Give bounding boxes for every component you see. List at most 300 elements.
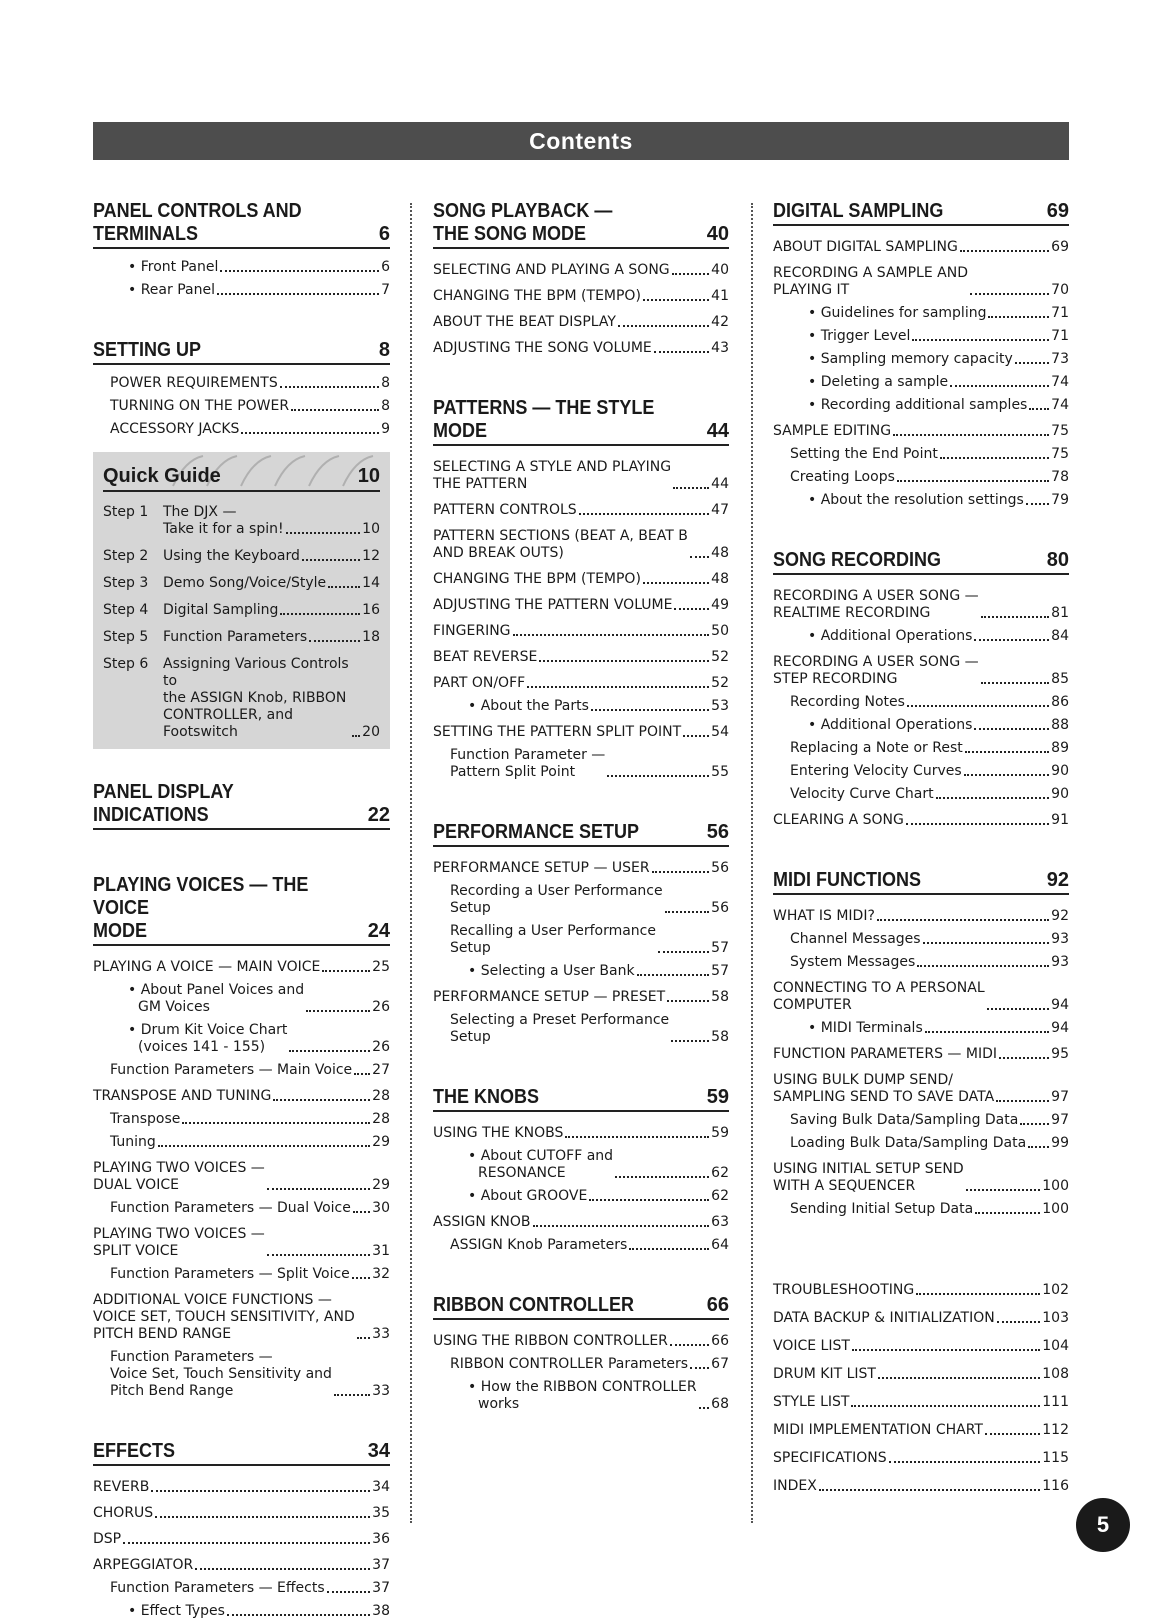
toc-entry-page: 42 <box>711 314 729 330</box>
toc-entry-title: CHORUS <box>93 1505 154 1521</box>
toc-entry[interactable] <box>93 1088 390 1105</box>
section-title: PANEL CONTROLS AND TERMINALS <box>93 200 302 245</box>
toc-entry-page: 57 <box>711 963 729 979</box>
toc-entry-title: ADJUSTING THE PATTERN VOLUME <box>433 597 673 613</box>
toc-entry-page: 33 <box>372 1383 390 1399</box>
toc-entry-page: 40 <box>711 262 729 278</box>
toc-entry-page: 35 <box>372 1505 390 1521</box>
toc-entry-title: Velocity Curve Chart <box>790 786 934 802</box>
step-page-number: 12 <box>362 548 380 564</box>
dot-leader <box>950 385 1049 387</box>
dot-leader <box>970 293 1049 295</box>
toc-entry-title: Sending Initial Setup Data <box>790 1201 974 1217</box>
dot-leader <box>974 728 1049 730</box>
toc-entry-title: • Rear Panel <box>128 282 215 298</box>
toc-entry-page: 97 <box>1051 1089 1069 1105</box>
toc-entry[interactable] <box>93 1022 390 1056</box>
toc-entry-title: ABOUT THE BEAT DISPLAY <box>433 314 616 330</box>
section-page-number: 80 <box>1046 549 1069 571</box>
toc-entry[interactable] <box>93 1160 390 1194</box>
toc-entry-title: Replacing a Note or Rest <box>790 740 963 756</box>
dot-leader <box>289 1050 370 1052</box>
toc-entry-page: 85 <box>1051 671 1069 687</box>
toc-entry[interactable] <box>93 282 390 299</box>
dot-leader <box>643 299 709 301</box>
toc-entry[interactable] <box>433 1379 729 1413</box>
toc-entry-title: ADJUSTING THE SONG VOLUME <box>433 340 652 356</box>
toc-entry[interactable] <box>773 980 1069 1014</box>
dot-leader <box>291 409 379 411</box>
dot-leader <box>988 316 1049 318</box>
section-page-number: 8 <box>378 339 390 361</box>
dot-leader <box>674 608 709 610</box>
toc-entry[interactable] <box>433 571 729 588</box>
step-label: Step 1 <box>103 504 149 520</box>
toc-entry[interactable] <box>773 763 1069 780</box>
toc-entry-title: Recalling a User Performance Setup <box>450 923 656 956</box>
toc-entry[interactable] <box>433 459 729 493</box>
toc-entry-page: 34 <box>372 1479 390 1495</box>
toc-entry[interactable] <box>433 262 729 279</box>
toc-entry[interactable] <box>773 1112 1069 1129</box>
toc-entry[interactable] <box>433 340 729 357</box>
section-title: PERFORMANCE SETUP <box>433 821 640 843</box>
toc-entry-page: 37 <box>372 1580 390 1596</box>
toc-entry-title: • Sampling memory capacity <box>808 351 1013 367</box>
toc-entry[interactable] <box>93 1266 390 1283</box>
section-page-number: 69 <box>1046 200 1069 222</box>
dot-leader <box>672 273 710 275</box>
toc-entry[interactable] <box>433 923 729 957</box>
toc-entry[interactable] <box>93 398 390 415</box>
toc-entry-title: ACCESSORY JACKS <box>110 421 240 437</box>
toc-entry[interactable] <box>93 1557 390 1574</box>
toc-entry[interactable] <box>93 1531 390 1548</box>
toc-entry-title: Function Parameter — Pattern Split Point <box>450 747 606 780</box>
toc-entry[interactable] <box>773 1422 1069 1439</box>
toc-entry-page: 103 <box>1042 1310 1069 1326</box>
dot-leader <box>615 1176 709 1178</box>
toc-entry-page: 93 <box>1051 954 1069 970</box>
section-heading[interactable] <box>93 1440 390 1466</box>
toc-entry[interactable] <box>433 1188 729 1205</box>
toc-entry[interactable] <box>773 1046 1069 1063</box>
toc-entry[interactable] <box>93 1200 390 1217</box>
toc-entry[interactable] <box>433 724 729 741</box>
dot-leader <box>309 640 360 642</box>
toc-entry-title: Function Parameters — Effects <box>110 1580 325 1596</box>
toc-entry-title: System Messages <box>790 954 916 970</box>
quick-guide-step[interactable] <box>103 548 380 565</box>
toc-entry-page: 52 <box>711 649 729 665</box>
step-page-number: 14 <box>362 575 380 591</box>
dot-leader <box>996 1100 1049 1102</box>
step-body <box>163 629 380 646</box>
dot-leader <box>893 434 1049 436</box>
toc-entry-page: 100 <box>1042 1201 1069 1217</box>
toc-entry-page: 68 <box>711 1396 729 1412</box>
quick-guide-step[interactable] <box>103 656 380 741</box>
toc-entry-title: SELECTING AND PLAYING A SONG <box>433 262 670 278</box>
toc-entry[interactable] <box>433 1333 729 1350</box>
section-heading[interactable] <box>773 549 1069 575</box>
section-page-number: 66 <box>706 1294 729 1316</box>
toc-entry[interactable] <box>433 528 729 562</box>
column-separator <box>410 203 412 1523</box>
toc-entry-page: 41 <box>711 288 729 304</box>
quick-guide-step[interactable] <box>103 575 380 592</box>
dot-leader <box>353 1211 370 1213</box>
toc-entry-title: • About CUTOFF and RESONANCE <box>468 1148 614 1181</box>
dot-leader <box>158 1145 370 1147</box>
step-title: Demo Song/Voice/Style <box>163 575 327 591</box>
toc-entry-page: 56 <box>711 900 729 916</box>
toc-entry[interactable] <box>773 954 1069 971</box>
section-heading[interactable] <box>93 339 390 365</box>
section-page-number: 59 <box>706 1086 729 1108</box>
toc-entry-title: DATA BACKUP & INITIALIZATION <box>773 1310 995 1326</box>
toc-entry[interactable] <box>433 502 729 519</box>
toc-entry[interactable] <box>433 747 729 781</box>
dot-leader <box>1020 1123 1049 1125</box>
toc-entry[interactable] <box>773 931 1069 948</box>
toc-entry[interactable] <box>93 1479 390 1496</box>
toc-entry-page: 31 <box>372 1243 390 1259</box>
dot-leader <box>591 709 709 711</box>
toc-entry-title: Function Parameters — Split Voice <box>110 1266 350 1282</box>
toc-entry[interactable] <box>93 1062 390 1079</box>
toc-entry-page: 84 <box>1051 628 1069 644</box>
toc-entry[interactable] <box>433 963 729 980</box>
toc-entry[interactable] <box>93 1292 390 1343</box>
dot-leader <box>966 1189 1041 1191</box>
toc-entry-title: SELECTING A STYLE AND PLAYING THE PATTERN <box>433 459 672 492</box>
section-heading[interactable] <box>433 200 729 249</box>
section-heading[interactable] <box>93 781 390 830</box>
dot-leader <box>925 1031 1049 1033</box>
section-heading[interactable] <box>433 1294 729 1320</box>
toc-entry-title: • How the RIBBON CONTROLLER works <box>468 1379 697 1412</box>
dot-leader <box>241 432 379 434</box>
toc-entry[interactable] <box>773 1394 1069 1411</box>
toc-entry-page: 48 <box>711 571 729 587</box>
toc-entry[interactable] <box>773 1366 1069 1383</box>
dot-leader <box>357 1337 370 1339</box>
section-title: PANEL DISPLAY INDICATIONS <box>93 781 234 826</box>
toc-entry-page: 69 <box>1051 239 1069 255</box>
section-title: EFFECTS <box>93 1440 176 1462</box>
dot-leader <box>302 559 360 561</box>
toc-entry-page: 79 <box>1051 492 1069 508</box>
toc-entry-title: PART ON/OFF <box>433 675 526 691</box>
toc-entry-page: 67 <box>711 1356 729 1372</box>
toc-entry-page: 91 <box>1051 812 1069 828</box>
toc-entry[interactable] <box>93 1134 390 1151</box>
section-page-number: 6 <box>378 223 390 245</box>
quick-guide-header[interactable] <box>103 452 380 492</box>
toc-entry[interactable] <box>433 597 729 614</box>
toc-entry[interactable] <box>433 1214 729 1231</box>
toc-entry[interactable] <box>773 1282 1069 1299</box>
toc-entry[interactable] <box>773 694 1069 711</box>
toc-entry-page: 48 <box>711 545 729 561</box>
toc-entry[interactable] <box>433 698 729 715</box>
contents-banner: Contents <box>93 122 1069 160</box>
toc-entry-title: CHANGING THE BPM (TEMPO) <box>433 288 641 304</box>
toc-entry[interactable] <box>433 860 729 877</box>
dot-leader <box>327 1591 371 1593</box>
toc-entry-page: 78 <box>1051 469 1069 485</box>
step-label: Step 4 <box>103 602 149 618</box>
toc-entry-page: 26 <box>372 1039 390 1055</box>
toc-entry-title: FUNCTION PARAMETERS — MIDI <box>773 1046 997 1062</box>
toc-entry-title: • Additional Operations <box>808 628 973 644</box>
toc-entry[interactable] <box>773 351 1069 368</box>
toc-entry[interactable] <box>773 812 1069 829</box>
toc-entry-title: USING INITIAL SETUP SEND WITH A SEQUENCER <box>773 1161 964 1194</box>
toc-entry-title: Loading Bulk Data/Sampling Data <box>790 1135 1027 1151</box>
toc-entry-page: 49 <box>711 597 729 613</box>
toc-entry[interactable] <box>773 786 1069 803</box>
toc-entry-title: • MIDI Terminals <box>808 1020 923 1036</box>
toc-entry[interactable] <box>773 446 1069 463</box>
toc-entry[interactable] <box>773 1338 1069 1355</box>
toc-entry[interactable] <box>773 1310 1069 1327</box>
toc-column-2 <box>433 200 729 1413</box>
toc-entry-page: 6 <box>381 259 390 275</box>
toc-entry-page: 57 <box>711 940 729 956</box>
dot-leader <box>965 751 1049 753</box>
toc-entry[interactable] <box>93 1603 390 1620</box>
dot-leader <box>182 1122 370 1124</box>
section-heading[interactable] <box>93 874 390 946</box>
toc-entry-page: 74 <box>1051 397 1069 413</box>
toc-entry[interactable] <box>93 259 390 276</box>
toc-entry-page: 99 <box>1051 1135 1069 1151</box>
toc-entry-title: Function Parameters — Voice Set, Touch Sensitivity and Pitch Bend Range <box>110 1349 332 1399</box>
toc-entry[interactable] <box>433 1356 729 1373</box>
toc-entry[interactable] <box>773 397 1069 414</box>
section-heading[interactable] <box>433 1086 729 1112</box>
toc-entry[interactable] <box>773 1020 1069 1037</box>
step-label: Step 5 <box>103 629 149 645</box>
toc-entry[interactable] <box>93 1111 390 1128</box>
toc-entry-title: REVERB <box>93 1479 150 1495</box>
toc-entry-title: PLAYING A VOICE — MAIN VOICE <box>93 959 321 975</box>
dot-leader <box>819 1489 1040 1491</box>
toc-entry[interactable] <box>93 1580 390 1597</box>
dot-leader <box>999 1057 1049 1059</box>
toc-entry[interactable] <box>93 421 390 438</box>
toc-entry[interactable] <box>433 1125 729 1142</box>
section-title: PLAYING VOICES — THE VOICE MODE <box>93 874 309 942</box>
dot-leader <box>690 556 709 558</box>
toc-entry-title: Setting the End Point <box>790 446 938 462</box>
toc-entry-page: 38 <box>372 1603 390 1619</box>
section-heading[interactable] <box>773 869 1069 895</box>
dot-leader <box>960 250 1049 252</box>
dot-leader <box>852 1349 1040 1351</box>
toc-entry-title: • Selecting a User Bank <box>468 963 635 979</box>
section-heading[interactable] <box>93 200 390 249</box>
section-title: MIDI FUNCTIONS <box>773 869 921 891</box>
dot-leader <box>658 951 709 953</box>
toc-entry[interactable] <box>773 469 1069 486</box>
toc-entry-title: SPECIFICATIONS <box>773 1450 887 1466</box>
toc-entry-title: USING THE RIBBON CONTROLLER <box>433 1333 668 1349</box>
dot-leader <box>670 1344 709 1346</box>
toc-entry[interactable] <box>773 1072 1069 1106</box>
toc-entry[interactable] <box>93 982 390 1016</box>
toc-entry[interactable] <box>433 288 729 305</box>
step-body <box>163 656 380 741</box>
section-heading[interactable] <box>433 397 729 446</box>
toc-entry[interactable] <box>433 1148 729 1182</box>
toc-entry-title: • Drum Kit Voice Chart (voices 141 - 155) <box>128 1022 288 1055</box>
dot-leader <box>227 1614 370 1616</box>
quick-guide-step[interactable] <box>103 629 380 646</box>
toc-entry-page: 75 <box>1051 423 1069 439</box>
toc-entry-title: PATTERN CONTROLS <box>433 502 577 518</box>
toc-entry-title: Tuning <box>110 1134 156 1150</box>
toc-entry-page: 75 <box>1051 446 1069 462</box>
toc-entry-title: USING THE KNOBS <box>433 1125 564 1141</box>
toc-entry-page: 56 <box>711 860 729 876</box>
dot-leader <box>354 1073 370 1075</box>
toc-entry[interactable] <box>433 989 729 1006</box>
section-heading[interactable] <box>433 821 729 847</box>
toc-entry-title: Selecting a Preset Performance Setup <box>450 1012 670 1045</box>
quick-guide-step[interactable] <box>103 602 380 619</box>
dot-leader <box>513 634 710 636</box>
toc-entry-title: • Recording additional samples <box>808 397 1028 413</box>
toc-entry-page: 26 <box>372 999 390 1015</box>
toc-entry-page: 8 <box>381 375 390 391</box>
dot-leader <box>643 582 709 584</box>
quick-guide-step[interactable] <box>103 504 380 538</box>
toc-entry-page: 97 <box>1051 1112 1069 1128</box>
toc-entry[interactable] <box>773 328 1069 345</box>
toc-entry[interactable] <box>93 1226 390 1260</box>
dot-leader <box>974 639 1049 641</box>
toc-entry[interactable] <box>433 1237 729 1254</box>
toc-entry-page: 116 <box>1042 1478 1069 1494</box>
toc-entry-page: 92 <box>1051 908 1069 924</box>
toc-entry-page: 93 <box>1051 931 1069 947</box>
toc-entry[interactable] <box>773 908 1069 925</box>
toc-entry-page: 33 <box>372 1326 390 1342</box>
dot-leader <box>673 487 709 489</box>
toc-entry-page: 50 <box>711 623 729 639</box>
dot-leader <box>280 613 360 615</box>
toc-entry-page: 111 <box>1042 1394 1069 1410</box>
dot-leader <box>671 1040 709 1042</box>
toc-entry[interactable] <box>773 1450 1069 1467</box>
step-label: Step 3 <box>103 575 149 591</box>
toc-entry[interactable] <box>773 588 1069 622</box>
section-heading[interactable] <box>773 200 1069 226</box>
toc-entry[interactable] <box>773 305 1069 322</box>
toc-entry[interactable] <box>93 1505 390 1522</box>
dot-leader <box>940 457 1049 459</box>
toc-entry-title: • Front Panel <box>128 259 219 275</box>
toc-entry-page: 29 <box>372 1177 390 1193</box>
toc-entry-title: Entering Velocity Curves <box>790 763 962 779</box>
toc-entry-page: 95 <box>1051 1046 1069 1062</box>
step-title: Digital Sampling <box>163 602 279 618</box>
section-page-number: 56 <box>706 821 729 843</box>
toc-entry[interactable] <box>773 654 1069 688</box>
toc-entry-title: MIDI IMPLEMENTATION CHART <box>773 1422 983 1438</box>
toc-entry[interactable] <box>433 314 729 331</box>
toc-entry[interactable] <box>433 649 729 666</box>
toc-entry-title: ARPEGGIATOR <box>93 1557 194 1573</box>
toc-entry[interactable] <box>93 1349 390 1400</box>
toc-entry[interactable] <box>773 265 1069 299</box>
toc-entry-title: • Trigger Level <box>808 328 911 344</box>
toc-entry[interactable] <box>773 628 1069 645</box>
section-title: THE KNOBS <box>433 1086 540 1108</box>
toc-entry-title: • About Panel Voices and GM Voices <box>128 982 305 1015</box>
dot-leader <box>306 1010 370 1012</box>
toc-entry[interactable] <box>433 623 729 640</box>
toc-entry[interactable] <box>433 675 729 692</box>
toc-entry-page: 90 <box>1051 763 1069 779</box>
toc-entry-page: 100 <box>1042 1178 1069 1194</box>
toc-entry[interactable] <box>93 375 390 392</box>
toc-entry[interactable] <box>773 374 1069 391</box>
toc-entry-title: Function Parameters — Dual Voice <box>110 1200 351 1216</box>
toc-entry[interactable] <box>433 883 729 917</box>
dot-leader <box>123 1542 370 1544</box>
toc-entry[interactable] <box>773 1135 1069 1152</box>
toc-entry-page: 94 <box>1051 997 1069 1013</box>
toc-entry-title: PLAYING TWO VOICES — SPLIT VOICE <box>93 1226 265 1259</box>
toc-entry[interactable] <box>773 1161 1069 1195</box>
toc-entry-title: SAMPLE EDITING <box>773 423 892 439</box>
toc-entry[interactable] <box>773 740 1069 757</box>
step-label: Step 6 <box>103 656 149 672</box>
toc-entry[interactable] <box>773 1201 1069 1218</box>
toc-entry-title: DRUM KIT LIST <box>773 1366 876 1382</box>
toc-entry[interactable] <box>773 492 1069 509</box>
dot-leader <box>851 1405 1040 1407</box>
toc-entry[interactable] <box>773 239 1069 256</box>
toc-entry-title: RIBBON CONTROLLER Parameters <box>450 1356 689 1372</box>
toc-entry-page: 81 <box>1051 605 1069 621</box>
dot-leader <box>654 351 709 353</box>
toc-entry-title: FINGERING <box>433 623 511 639</box>
quick-guide-page-number: 10 <box>357 465 380 487</box>
toc-entry[interactable] <box>433 1012 729 1046</box>
toc-entry[interactable] <box>773 423 1069 440</box>
dot-leader <box>220 270 379 272</box>
toc-entry-title: CLEARING A SONG <box>773 812 904 828</box>
dot-leader <box>936 797 1050 799</box>
toc-entry[interactable] <box>773 717 1069 734</box>
toc-entry[interactable] <box>773 1478 1069 1495</box>
toc-entry-title: • Effect Types <box>128 1603 225 1619</box>
dot-leader <box>916 1293 1040 1295</box>
dot-leader <box>1028 1146 1049 1148</box>
dot-leader <box>322 970 370 972</box>
section-title: SONG RECORDING <box>773 549 942 571</box>
toc-entry-title: Transpose <box>110 1111 181 1127</box>
toc-entry-page: 66 <box>711 1333 729 1349</box>
toc-entry[interactable] <box>93 959 390 976</box>
toc-entry-page: 58 <box>711 1029 729 1045</box>
toc-entry-page: 63 <box>711 1214 729 1230</box>
